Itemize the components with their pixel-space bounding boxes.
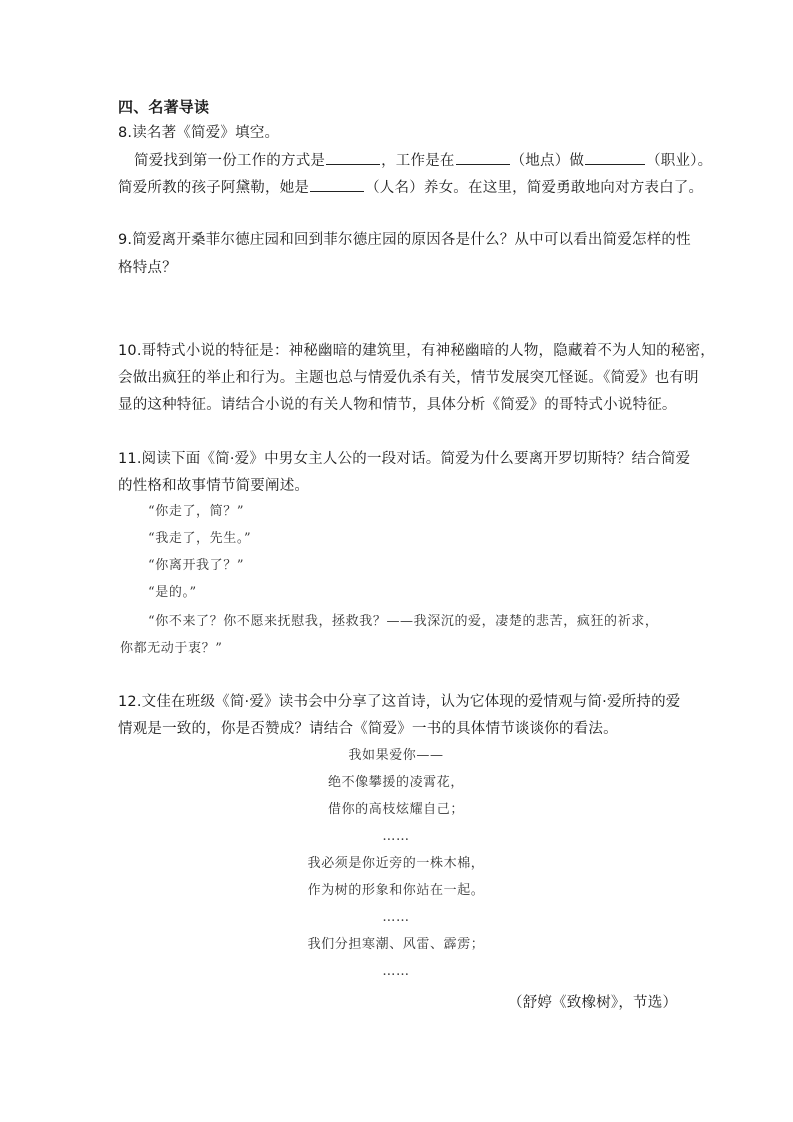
- q8-line1: [134, 150, 712, 171]
- dialogue-line: “是的。”: [148, 585, 197, 600]
- poem-line: 我如果爱你——: [348, 748, 444, 763]
- poem-line: 作为树的形象和你站在一起。: [307, 883, 485, 898]
- poem-ellipsis: ……: [382, 910, 410, 925]
- poem-ellipsis: ……: [382, 964, 410, 979]
- q10-line2: 会做出疯狂的举止和行为。主题也总与情爱仇杀有关，情节发展突兀怪诞。《简爱》也有明: [118, 370, 699, 386]
- q9-line2: 格特点？: [118, 260, 177, 276]
- dialogue-line: 你都无动于衷？”: [120, 641, 223, 656]
- q11-line1: 11.阅读下面《简·爱》中男女主人公的一段对话。简爱为什么要离开罗切斯特？结合简爱: [118, 451, 691, 467]
- q8-title: 8.读名著《简爱》填空。: [118, 125, 280, 141]
- q8-line1-text4: （职业）。: [646, 153, 713, 169]
- dialogue-line: “你离开我了？”: [148, 558, 245, 573]
- q10-line1: 10.哥特式小说的特征是：神秘幽暗的建筑里，有神秘幽暗的人物，隐藏着不为人知的秘密，: [118, 343, 715, 359]
- fill-blank-method[interactable]: [326, 150, 380, 165]
- q10-line3: 显的这种特征。请结合小说的有关人物和情节，具体分析《简爱》的哥特式小说特征。: [118, 397, 677, 413]
- poem-source: （舒婷《致橡树》，节选）: [508, 995, 678, 1011]
- poem-line: 我们分担寒潮、风雷、霹雳；: [307, 937, 485, 952]
- q8-line1-text3: （地点）做: [510, 153, 585, 169]
- section-title: 四、名著导读: [118, 98, 210, 116]
- poem-ellipsis: ……: [382, 829, 410, 844]
- q8-line2-text2: （人名）养女。在这里，简爱勇敢地向对方表白了。: [365, 180, 704, 196]
- q11-line2: 的性格和故事情节简要阐述。: [118, 478, 310, 494]
- q8-line2: [118, 177, 703, 198]
- poem-line: 借你的高枝炫耀自己；: [327, 802, 464, 817]
- q12-line1: 12.文佳在班级《简·爱》读书会中分享了这首诗，认为它体现的爱情观与简·爱所持的爱: [118, 694, 681, 710]
- q9-line1: 9.简爱离开桑菲尔德庄园和回到菲尔德庄园的原因各是什么？从中可以看出简爱怎样的性: [118, 232, 691, 248]
- fill-blank-name[interactable]: [310, 177, 364, 192]
- poem-line: 绝不像攀援的凌霄花，: [327, 775, 464, 790]
- dialogue-line: “你走了，简？”: [148, 504, 245, 519]
- fill-blank-place[interactable]: [456, 150, 510, 165]
- fill-blank-job[interactable]: [585, 150, 645, 165]
- q12-line2: 情观是一致的，你是否赞成？请结合《简爱》一书的具体情节谈谈你的看法。: [118, 721, 618, 737]
- dialogue-line: “你不来了？你不愿来抚慰我，拯救我？——我深沉的爱，凄楚的悲苦，疯狂的祈求，: [148, 614, 659, 629]
- poem-line: 我必须是你近旁的一株木棉，: [307, 856, 485, 871]
- q8-line2-text1: 简爱所教的孩子阿黛勒，她是: [118, 180, 310, 196]
- q8-line1-text2: ，工作是在: [381, 153, 455, 169]
- dialogue-line: “我走了，先生。”: [148, 531, 252, 546]
- q8-line1-text1: 简爱找到第一份工作的方式是: [134, 153, 326, 169]
